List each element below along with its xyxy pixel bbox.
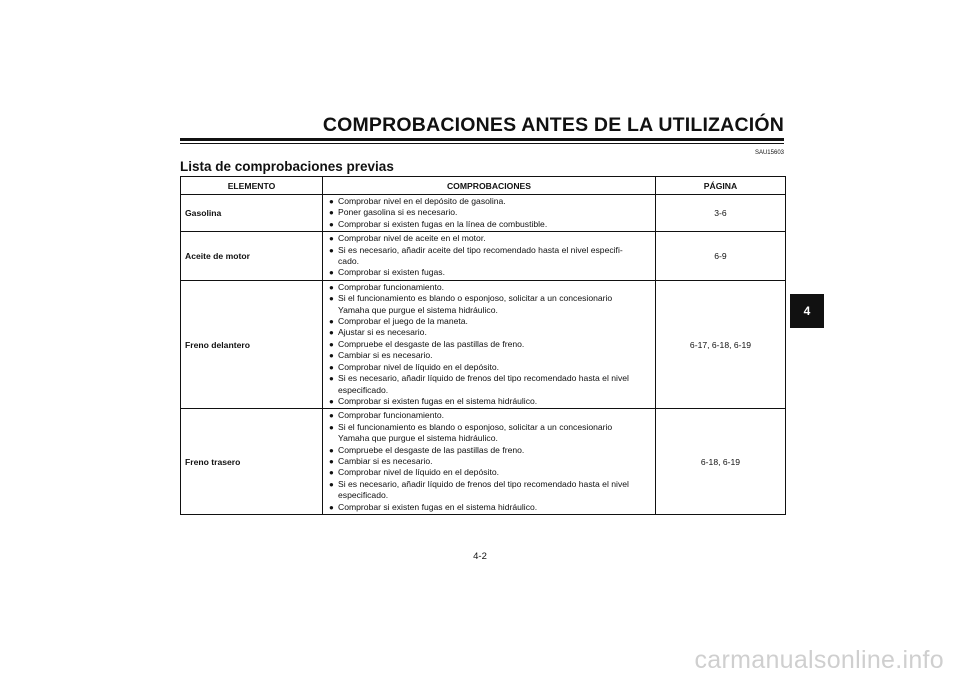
check-text: Compruebe el desgaste de las pastillas de freno. [338, 444, 525, 455]
check-text: Cambiar si es necesario. [338, 350, 433, 361]
header-rule-thick [180, 138, 784, 141]
check-text: Comprobar si existen fugas en la línea de combustible. [338, 218, 548, 229]
column-header-page: PÁGINA [656, 177, 786, 195]
checklist-table-wrapper [180, 176, 785, 515]
cell-checks [323, 232, 656, 281]
check-text: Comprobar si existen fugas. [338, 267, 445, 278]
check-text: Cambiar si es necesario. [338, 455, 433, 466]
list-item [327, 350, 651, 361]
list-item [327, 282, 651, 293]
list-item [327, 410, 651, 421]
check-text: Si el funcionamiento es blando o esponjoso, solicitar a un concesionario Yamaha que purgue el sistema hidráulico. [338, 421, 613, 444]
cell-page: 6-9 [656, 232, 786, 281]
bullet-icon: ● [329, 396, 334, 406]
table-row [181, 280, 786, 408]
header-rule-thin [180, 143, 784, 144]
cell-checks [323, 409, 656, 515]
document-code: SAU15603 [754, 150, 784, 156]
check-text: Comprobar nivel de aceite en el motor. [338, 233, 486, 244]
list-item [327, 339, 651, 350]
bullet-icon: ● [329, 374, 334, 384]
check-text: Compruebe el desgaste de las pastillas de freno. [338, 338, 525, 349]
bullet-icon: ● [329, 468, 334, 478]
bullet-icon: ● [329, 351, 334, 361]
bullet-icon: ● [329, 411, 334, 421]
chapter-tab: 4 [790, 294, 824, 328]
column-header-checks: COMPROBACIONES [323, 177, 656, 195]
list-item [327, 245, 651, 268]
list-item [327, 316, 651, 327]
list-item [327, 373, 651, 396]
list-item [327, 445, 651, 456]
cell-page: 6-18, 6-19 [656, 409, 786, 515]
section-title: Lista de comprobaciones previas [180, 159, 394, 174]
bullet-icon: ● [329, 245, 334, 255]
cell-page: 3-6 [656, 195, 786, 232]
bullet-icon: ● [329, 219, 334, 229]
check-text: Comprobar nivel de líquido en el depósito. [338, 467, 499, 478]
cell-element: Freno delantero [181, 280, 323, 408]
cell-element: Gasolina [181, 195, 323, 232]
cell-element: Aceite de motor [181, 232, 323, 281]
cell-element: Freno trasero [181, 409, 323, 515]
checks-list [327, 196, 651, 230]
cell-checks [323, 280, 656, 408]
check-text: Comprobar nivel de líquido en el depósito. [338, 361, 499, 372]
bullet-icon: ● [329, 197, 334, 206]
check-text: Comprobar nivel en el depósito de gasolina. [338, 196, 506, 206]
list-item [327, 456, 651, 467]
checklist-table [180, 176, 786, 515]
list-item [327, 362, 651, 373]
list-item [327, 219, 651, 230]
check-text: Comprobar el juego de la maneta. [338, 316, 468, 327]
bullet-icon: ● [329, 456, 334, 466]
check-text: Comprobar funcionamiento. [338, 410, 445, 421]
table-row [181, 409, 786, 515]
check-text: Si es necesario, añadir líquido de frenos del tipo recomendado hasta el nivel especificado. [338, 478, 629, 501]
list-item [327, 479, 651, 502]
table-body [181, 195, 786, 515]
bullet-icon: ● [329, 502, 334, 512]
watermark: carmanualsonline.info [694, 646, 944, 674]
list-item [327, 467, 651, 478]
check-text: Comprobar si existen fugas en el sistema hidráulico. [338, 501, 538, 512]
cell-page: 6-17, 6-18, 6-19 [656, 280, 786, 408]
bullet-icon: ● [329, 282, 334, 292]
check-text: Ajustar si es necesario. [338, 327, 427, 338]
check-text: Comprobar funcionamiento. [338, 281, 445, 292]
check-text: Si el funcionamiento es blando o esponjoso, solicitar a un concesionario Yamaha que purgue el sistema hidráulico. [338, 293, 613, 315]
bullet-icon: ● [329, 479, 334, 489]
column-header-element: ELEMENTO [181, 177, 323, 195]
bullet-icon: ● [329, 234, 334, 244]
bullet-icon: ● [329, 339, 334, 349]
list-item [327, 293, 651, 316]
list-item [327, 233, 651, 244]
checks-list [327, 410, 651, 513]
check-text: Si es necesario, añadir aceite del tipo recomendado hasta el nivel especifi- cado. [338, 244, 623, 267]
table-row [181, 232, 786, 281]
check-text: Si es necesario, añadir líquido de frenos del tipo recomendado hasta el nivel especificado. [338, 373, 629, 395]
page-number: 4-2 [473, 551, 487, 562]
bullet-icon: ● [329, 268, 334, 278]
check-text: Poner gasolina si es necesario. [338, 207, 458, 218]
bullet-icon: ● [329, 422, 334, 432]
bullet-icon: ● [329, 445, 334, 455]
bullet-icon: ● [329, 208, 334, 218]
list-item [327, 502, 651, 513]
list-item [327, 207, 651, 218]
table-header-row [181, 177, 786, 195]
checks-list [327, 233, 651, 279]
check-text: Comprobar si existen fugas en el sistema hidráulico. [338, 395, 538, 406]
bullet-icon: ● [329, 294, 334, 304]
list-item [327, 422, 651, 445]
list-item [327, 267, 651, 278]
list-item [327, 396, 651, 407]
bullet-icon: ● [329, 362, 334, 372]
page-header-title: COMPROBACIONES ANTES DE LA UTILIZACIÓN [322, 114, 784, 136]
bullet-icon: ● [329, 317, 334, 327]
list-item [327, 196, 651, 207]
checks-list [327, 282, 651, 407]
bullet-icon: ● [329, 328, 334, 338]
table-row [181, 195, 786, 232]
list-item [327, 327, 651, 338]
cell-checks [323, 195, 656, 232]
